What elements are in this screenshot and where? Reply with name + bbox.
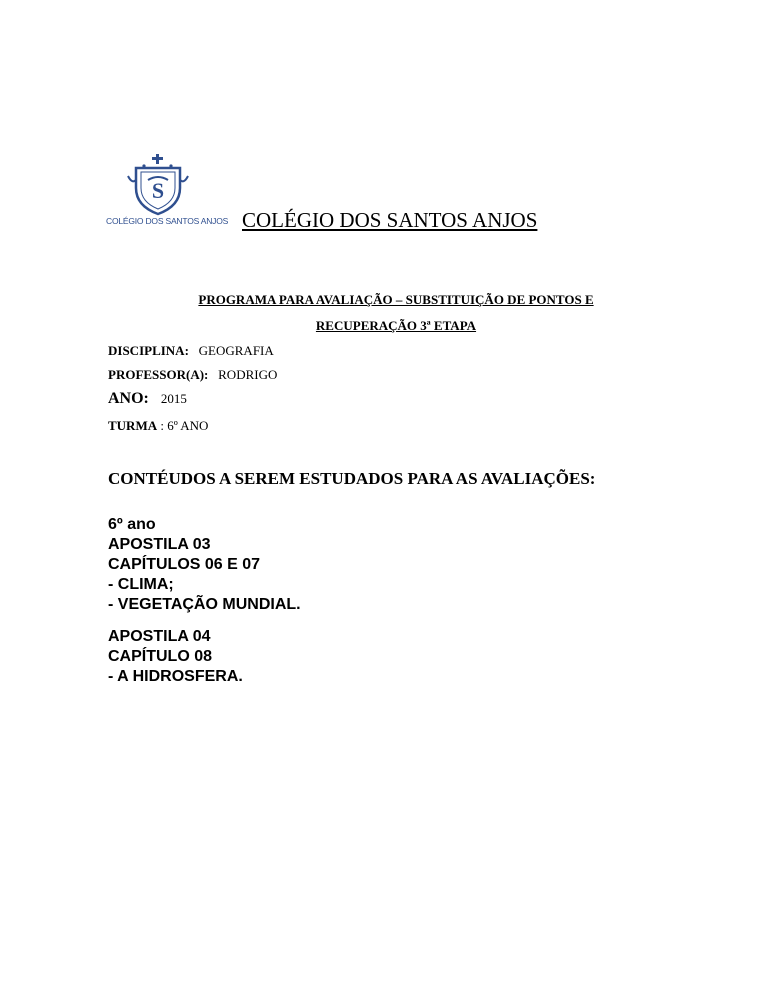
crest-emblem-icon bbox=[108, 154, 208, 216]
year-field bbox=[108, 390, 187, 408]
teacher-value: RODRIGO bbox=[218, 367, 278, 382]
program-title-line-1: PROGRAMA PARA AVALIAÇÃO – SUBSTITUIÇÃO DE PONTOS E bbox=[198, 292, 594, 307]
school-name-title: COLÉGIO DOS SANTOS ANJOS bbox=[242, 208, 538, 232]
contents-block-2 bbox=[108, 627, 243, 687]
content-line: CAPÍTULOS 06 E 07 bbox=[108, 556, 261, 573]
content-line: - VEGETAÇÃO MUNDIAL. bbox=[108, 596, 301, 613]
content-line: APOSTILA 03 bbox=[108, 536, 211, 553]
year-value: 2015 bbox=[160, 391, 187, 406]
teacher-label: PROFESSOR(A): bbox=[108, 367, 209, 382]
class-value: : 6º ANO bbox=[160, 418, 209, 433]
discipline-field bbox=[108, 343, 274, 359]
contents-heading: CONTÉUDOS A SEREM ESTUDADOS PARA AS AVALIAÇÕES: bbox=[108, 469, 596, 488]
class-field bbox=[108, 418, 208, 434]
content-line: APOSTILA 04 bbox=[108, 628, 211, 645]
content-line: - A HIDROSFERA. bbox=[108, 668, 243, 685]
teacher-field bbox=[108, 367, 277, 383]
logo-caption: COLÉGIO DOS SANTOS ANJOS bbox=[106, 216, 229, 226]
discipline-value: GEOGRAFIA bbox=[198, 343, 274, 358]
content-line: 6º ano bbox=[108, 516, 156, 533]
contents-block-1 bbox=[108, 515, 301, 615]
discipline-label: DISCIPLINA: bbox=[108, 343, 189, 358]
content-line: - CLIMA; bbox=[108, 576, 174, 593]
year-label: ANO: bbox=[108, 390, 149, 407]
class-label: TURMA bbox=[108, 418, 158, 433]
content-line: CAPÍTULO 08 bbox=[108, 648, 213, 665]
svg-text:S: S bbox=[151, 178, 165, 203]
program-title-line-2: RECUPERAÇÃO 3ª ETAPA bbox=[315, 318, 477, 333]
